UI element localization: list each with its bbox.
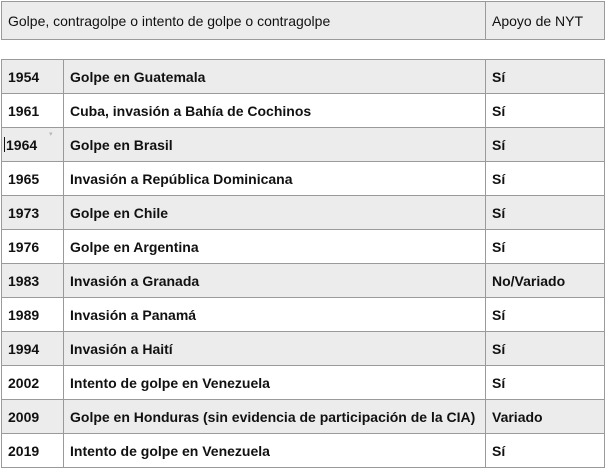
table-row [2,298,605,332]
support-cell[interactable]: Sí [486,332,605,366]
support-cell[interactable]: Sí [486,298,605,332]
event-cell[interactable]: Cuba, invasión a Bahía de Cochinos [64,94,486,128]
table-row [2,94,605,128]
event-cell[interactable]: Invasión a República Dominicana [64,162,486,196]
table-row [2,230,605,264]
event-cell[interactable]: Invasión a Panamá [64,298,486,332]
year-cell[interactable]: 1954 [2,60,64,94]
table-row [2,60,605,94]
event-cell[interactable]: Golpe en Honduras (sin evidencia de participación de la CIA) [64,400,486,434]
year-cell[interactable]: 1989 [2,298,64,332]
year-cell[interactable]: 1973 [2,196,64,230]
year-cell[interactable]: 1994 [2,332,64,366]
event-cell[interactable]: Intento de golpe en Venezuela [64,434,486,468]
year-cell[interactable]: 1961 [2,94,64,128]
table-row [2,128,605,162]
event-cell[interactable]: Invasión a Granada [64,264,486,298]
year-cell[interactable]: 2009 [2,400,64,434]
support-cell[interactable]: Sí [486,128,605,162]
event-cell[interactable]: Invasión a Haití [64,332,486,366]
support-cell[interactable]: No/Variado [486,264,605,298]
table-row [2,332,605,366]
header-event-cell[interactable]: Golpe, contragolpe o intento de golpe o contragolpe [2,2,486,40]
data-table [1,59,605,468]
year-cell[interactable]: 2019 [2,434,64,468]
support-cell[interactable]: Sí [486,196,605,230]
year-cell[interactable]: 1976 [2,230,64,264]
support-cell[interactable]: Sí [486,94,605,128]
year-cell[interactable]: 2002 [2,366,64,400]
support-cell[interactable]: Sí [486,60,605,94]
header-table [1,1,605,40]
table-row [2,400,605,434]
text-cursor [4,137,5,152]
table-row [2,196,605,230]
event-cell[interactable]: Golpe en Brasil [64,128,486,162]
header-row [2,2,605,40]
event-cell[interactable]: Golpe en Guatemala [64,60,486,94]
support-cell[interactable]: Sí [486,434,605,468]
event-cell[interactable]: Golpe en Chile [64,196,486,230]
header-support-cell[interactable]: Apoyo de NYT [486,2,605,40]
table-row [2,264,605,298]
support-cell[interactable]: Sí [486,230,605,264]
event-cell[interactable]: Golpe en Argentina [64,230,486,264]
year-cell[interactable]: 1983 [2,264,64,298]
year-cell-text: 1964 [6,136,38,153]
table-row [2,366,605,400]
year-cell[interactable]: 1965 [2,162,64,196]
support-cell[interactable]: Sí [486,162,605,196]
support-cell[interactable]: Sí [486,366,605,400]
event-cell[interactable]: Intento de golpe en Venezuela [64,366,486,400]
dropdown-arrow-icon[interactable]: ▾ [49,131,53,138]
support-cell[interactable]: Variado [486,400,605,434]
table-row [2,162,605,196]
table-row [2,434,605,468]
